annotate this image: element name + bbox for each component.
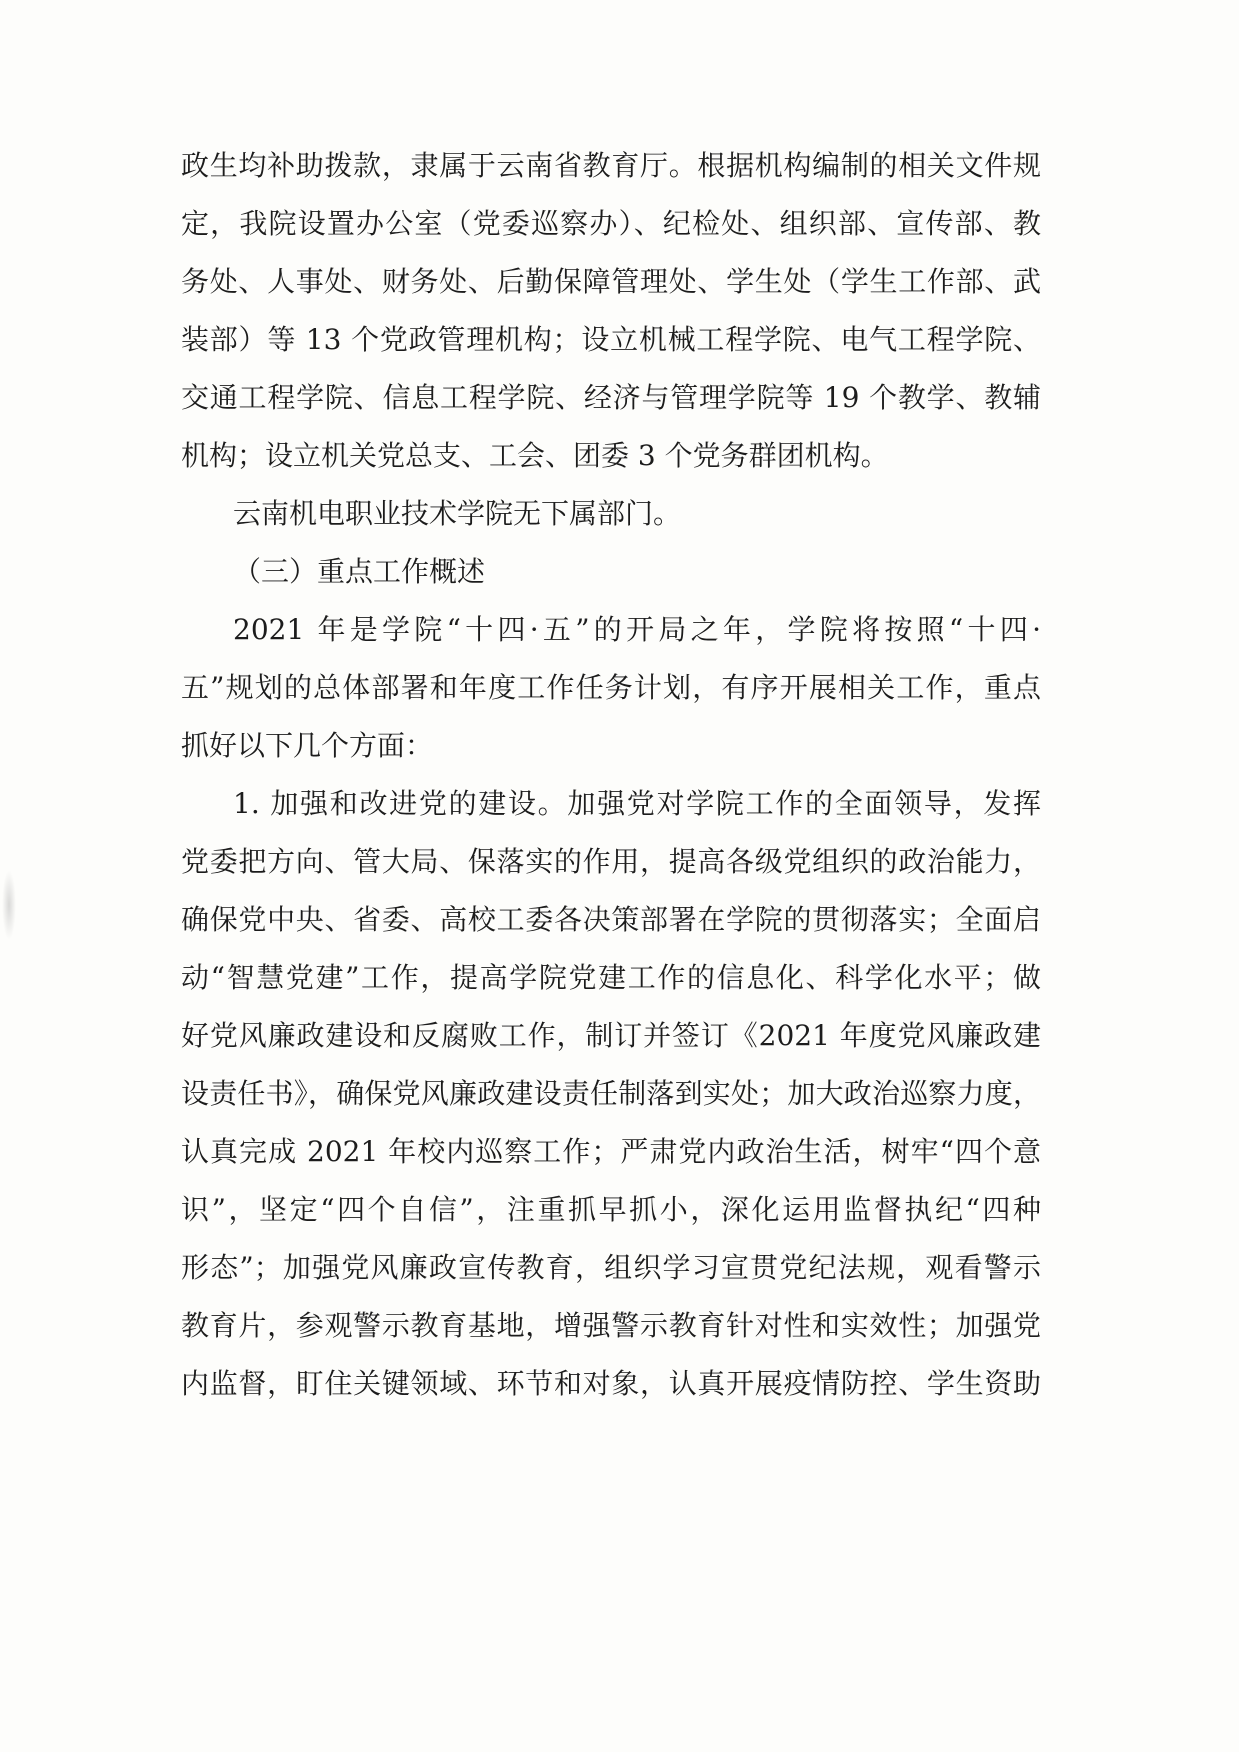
text-line: 内监督，盯住关键领域、环节和对象，认真开展疫情防控、学生资助 [181, 1367, 1041, 1400]
text-line: 教育片，参观警示教育基地，增强警示教育针对性和实效性；加强党 [181, 1309, 1041, 1342]
section-heading: （三）重点工作概述 [233, 555, 486, 588]
text-line: 设责任书》，确保党风廉政建设责任制落到实处；加大政治巡察力度， [181, 1077, 1041, 1110]
text-line: 2021 年是学院“十四·五”的开局之年，学院将按照“十四· [233, 613, 1041, 646]
text-line: 务处、人事处、财务处、后勤保障管理处、学生处（学生工作部、武 [181, 265, 1041, 298]
text-line: 装部）等 13 个党政管理机构；设立机械工程学院、电气工程学院、 [181, 323, 1041, 356]
text-line: 好党风廉政建设和反腐败工作，制订并签订《2021 年度党风廉政建 [181, 1019, 1041, 1052]
text-line: 五”规划的总体部署和年度工作任务计划，有序开展相关工作，重点 [181, 671, 1041, 704]
text-line: 机构；设立机关党总支、工会、团委 3 个党务群团机构。 [181, 439, 889, 472]
text-line: 抓好以下几个方面： [181, 729, 434, 762]
text-line: 定，我院设置办公室（党委巡察办）、纪检处、组织部、宣传部、教 [181, 207, 1041, 240]
text-line: 交通工程学院、信息工程学院、经济与管理学院等 19 个教学、教辅 [181, 381, 1041, 414]
text-line: 政生均补助拨款，隶属于云南省教育厅。根据机构编制的相关文件规 [181, 149, 1041, 182]
text-line: 认真完成 2021 年校内巡察工作；严肃党内政治生活，树牢“四个意 [181, 1135, 1041, 1168]
text-line: 1. 加强和改进党的建设。加强党对学院工作的全面领导，发挥 [233, 787, 1041, 820]
text-line: 形态”；加强党风廉政宣传教育，组织学习宣贯党纪法规，观看警示 [181, 1251, 1041, 1284]
text-line: 确保党中央、省委、高校工委各决策部署在学院的贯彻落实；全面启 [181, 903, 1041, 936]
text-line: 识”，坚定“四个自信”，注重抓早抓小，深化运用监督执纪“四种 [181, 1193, 1041, 1226]
scan-smudge [2, 870, 16, 940]
text-line: 党委把方向、管大局、保落实的作用，提高各级党组织的政治能力， [181, 845, 1041, 878]
text-line: 云南机电职业技术学院无下属部门。 [233, 497, 682, 530]
text-line: 动“智慧党建”工作，提高学院党建工作的信息化、科学化水平；做 [181, 961, 1041, 994]
